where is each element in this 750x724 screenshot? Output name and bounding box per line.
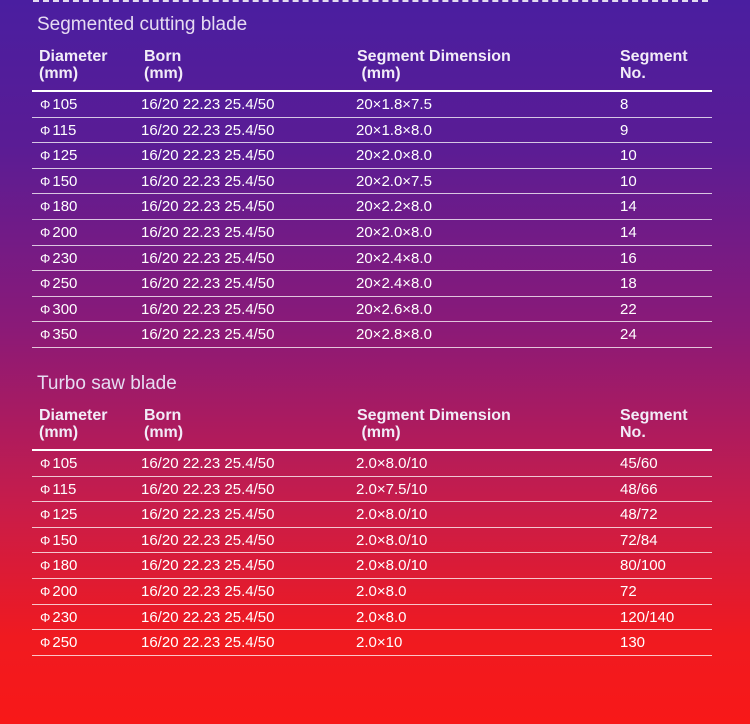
segment-no-cell: 10 bbox=[620, 172, 637, 190]
phi-symbol: Φ bbox=[40, 635, 51, 651]
table-row bbox=[32, 322, 712, 348]
header-segment-no: Segment No. bbox=[620, 48, 688, 82]
segment-no-cell: 48/72 bbox=[620, 506, 658, 524]
table-row bbox=[32, 169, 712, 195]
phi-symbol: Φ bbox=[40, 250, 51, 266]
born-cell: 16/20 22.23 25.4/50 bbox=[141, 198, 275, 216]
table-body bbox=[32, 92, 712, 348]
header-segment-dimension: Segment Dimension (mm) bbox=[357, 48, 511, 82]
header-born: Born (mm) bbox=[144, 48, 184, 82]
born-cell: 16/20 22.23 25.4/50 bbox=[141, 121, 275, 139]
diameter-value: 200 bbox=[52, 582, 78, 600]
phi-symbol: Φ bbox=[40, 327, 51, 343]
diameter-cell bbox=[40, 173, 77, 190]
segment-no-cell: 9 bbox=[620, 121, 629, 139]
born-cell: 16/20 22.23 25.4/50 bbox=[141, 223, 275, 241]
segment-dimension-cell: 20×2.0×8.0 bbox=[356, 147, 432, 165]
table-row bbox=[32, 451, 712, 477]
diameter-value: 125 bbox=[52, 506, 78, 524]
segment-dimension-cell: 2.0×8.0/10 bbox=[356, 506, 428, 524]
born-cell: 16/20 22.23 25.4/50 bbox=[141, 608, 275, 626]
segment-no-cell: 72 bbox=[620, 582, 637, 600]
born-cell: 16/20 22.23 25.4/50 bbox=[141, 506, 275, 524]
table-row bbox=[32, 528, 712, 554]
segment-no-cell: 22 bbox=[620, 300, 637, 318]
segment-dimension-cell: 20×2.2×8.0 bbox=[356, 198, 432, 216]
segment-dimension-cell: 20×1.8×7.5 bbox=[356, 96, 432, 113]
diameter-cell bbox=[40, 481, 76, 498]
header-diameter: Diameter (mm) bbox=[39, 48, 108, 82]
born-cell: 16/20 22.23 25.4/50 bbox=[141, 249, 275, 267]
diameter-value: 300 bbox=[52, 300, 78, 318]
born-cell: 16/20 22.23 25.4/50 bbox=[141, 300, 275, 318]
diameter-cell bbox=[40, 506, 77, 523]
table-row bbox=[32, 605, 712, 631]
diameter-cell bbox=[40, 583, 77, 600]
phi-symbol: Φ bbox=[40, 481, 51, 497]
diameter-cell bbox=[40, 609, 77, 626]
phi-symbol: Φ bbox=[40, 97, 51, 112]
diameter-value: 105 bbox=[52, 96, 78, 113]
segment-no-cell: 24 bbox=[620, 326, 637, 344]
phi-symbol: Φ bbox=[40, 301, 51, 317]
diameter-value: 150 bbox=[52, 531, 78, 549]
segment-dimension-cell: 20×2.6×8.0 bbox=[356, 300, 432, 318]
segment-no-cell: 18 bbox=[620, 275, 637, 293]
diameter-cell bbox=[40, 147, 77, 164]
table-row bbox=[32, 502, 712, 528]
born-cell: 16/20 22.23 25.4/50 bbox=[141, 275, 275, 293]
diameter-value: 150 bbox=[52, 172, 78, 190]
table-header bbox=[32, 38, 712, 92]
table-row bbox=[32, 553, 712, 579]
segment-no-cell: 10 bbox=[620, 147, 637, 165]
born-cell: 16/20 22.23 25.4/50 bbox=[141, 96, 275, 113]
segment-no-cell: 16 bbox=[620, 249, 637, 267]
phi-symbol: Φ bbox=[40, 173, 51, 189]
diameter-value: 250 bbox=[52, 275, 78, 293]
segment-dimension-cell: 20×2.4×8.0 bbox=[356, 249, 432, 267]
segment-dimension-cell: 2.0×8.0/10 bbox=[356, 557, 428, 575]
diameter-value: 115 bbox=[52, 480, 77, 498]
segment-dimension-cell: 20×1.8×8.0 bbox=[356, 121, 432, 139]
diameter-cell bbox=[40, 198, 77, 215]
diameter-cell bbox=[40, 250, 77, 267]
segment-no-cell: 14 bbox=[620, 198, 637, 216]
phi-symbol: Φ bbox=[40, 276, 51, 292]
phi-symbol: Φ bbox=[40, 456, 51, 471]
segment-dimension-cell: 20×2.0×7.5 bbox=[356, 172, 432, 190]
diameter-value: 180 bbox=[52, 557, 78, 575]
table-body bbox=[32, 451, 712, 656]
segment-dimension-cell: 2.0×8.0/10 bbox=[356, 455, 428, 472]
phi-symbol: Φ bbox=[40, 532, 51, 548]
header-diameter: Diameter (mm) bbox=[39, 407, 108, 441]
diameter-cell bbox=[40, 634, 77, 651]
born-cell: 16/20 22.23 25.4/50 bbox=[141, 326, 275, 344]
born-cell: 16/20 22.23 25.4/50 bbox=[141, 582, 275, 600]
segmented-blade-section bbox=[32, 12, 712, 348]
segment-dimension-cell: 2.0×10 bbox=[356, 634, 403, 652]
diameter-value: 230 bbox=[52, 249, 78, 267]
segment-no-cell: 80/100 bbox=[620, 557, 666, 575]
turbo-blade-section bbox=[32, 371, 712, 656]
diameter-cell bbox=[40, 301, 77, 318]
phi-symbol: Φ bbox=[40, 583, 51, 599]
diameter-value: 350 bbox=[52, 326, 78, 344]
table-row bbox=[32, 194, 712, 220]
born-cell: 16/20 22.23 25.4/50 bbox=[141, 634, 275, 652]
segment-no-cell: 120/140 bbox=[620, 608, 675, 626]
phi-symbol: Φ bbox=[40, 148, 51, 164]
table-row bbox=[32, 92, 712, 118]
table-row bbox=[32, 246, 712, 272]
diameter-value: 230 bbox=[52, 608, 78, 626]
diameter-value: 125 bbox=[52, 147, 78, 165]
segment-dimension-cell: 20×2.0×8.0 bbox=[356, 223, 432, 241]
table-row bbox=[32, 143, 712, 169]
header-born: Born (mm) bbox=[144, 407, 184, 441]
diameter-value: 115 bbox=[52, 121, 77, 139]
phi-symbol: Φ bbox=[40, 224, 51, 240]
segment-no-cell: 8 bbox=[620, 96, 629, 113]
segment-dimension-cell: 2.0×8.0 bbox=[356, 608, 407, 626]
header-segment-dimension: Segment Dimension (mm) bbox=[357, 407, 511, 441]
diameter-cell bbox=[40, 532, 77, 549]
table-row bbox=[32, 579, 712, 605]
segment-no-cell: 14 bbox=[620, 223, 637, 241]
segment-no-cell: 48/66 bbox=[620, 480, 658, 498]
phi-symbol: Φ bbox=[40, 609, 51, 625]
born-cell: 16/20 22.23 25.4/50 bbox=[141, 455, 275, 472]
table-row bbox=[32, 220, 712, 246]
phi-symbol: Φ bbox=[40, 558, 51, 574]
diameter-cell bbox=[40, 557, 77, 574]
segment-dimension-cell: 20×2.4×8.0 bbox=[356, 275, 432, 293]
segment-no-cell: 130 bbox=[620, 634, 646, 652]
top-dashed-divider bbox=[33, 0, 708, 2]
born-cell: 16/20 22.23 25.4/50 bbox=[141, 531, 275, 549]
header-segment-no: Segment No. bbox=[620, 407, 688, 441]
born-cell: 16/20 22.23 25.4/50 bbox=[141, 172, 275, 190]
diameter-cell bbox=[40, 122, 76, 139]
table-row bbox=[32, 118, 712, 144]
table-row bbox=[32, 477, 712, 503]
segment-dimension-cell: 2.0×8.0/10 bbox=[356, 531, 428, 549]
segment-no-cell: 72/84 bbox=[620, 531, 658, 549]
segment-dimension-cell: 2.0×8.0 bbox=[356, 582, 407, 600]
born-cell: 16/20 22.23 25.4/50 bbox=[141, 147, 275, 165]
table-row bbox=[32, 630, 712, 656]
segment-no-cell: 45/60 bbox=[620, 455, 658, 472]
born-cell: 16/20 22.23 25.4/50 bbox=[141, 480, 275, 498]
phi-symbol: Φ bbox=[40, 507, 51, 523]
born-cell: 16/20 22.23 25.4/50 bbox=[141, 557, 275, 575]
table-header bbox=[32, 397, 712, 451]
diameter-value: 200 bbox=[52, 223, 78, 241]
segment-dimension-cell: 20×2.8×8.0 bbox=[356, 326, 432, 344]
diameter-value: 180 bbox=[52, 198, 78, 216]
phi-symbol: Φ bbox=[40, 199, 51, 215]
section-title: Segmented cutting blade bbox=[37, 14, 248, 35]
diameter-value: 250 bbox=[52, 634, 78, 652]
diameter-cell bbox=[40, 275, 77, 292]
diameter-cell bbox=[40, 96, 77, 113]
diameter-value: 105 bbox=[52, 455, 78, 472]
diameter-cell bbox=[40, 455, 77, 472]
segment-dimension-cell: 2.0×7.5/10 bbox=[356, 480, 428, 498]
table-row bbox=[32, 271, 712, 297]
section-title: Turbo saw blade bbox=[37, 373, 177, 394]
table-row bbox=[32, 297, 712, 323]
diameter-cell bbox=[40, 224, 77, 241]
diameter-cell bbox=[40, 326, 77, 343]
phi-symbol: Φ bbox=[40, 122, 51, 138]
